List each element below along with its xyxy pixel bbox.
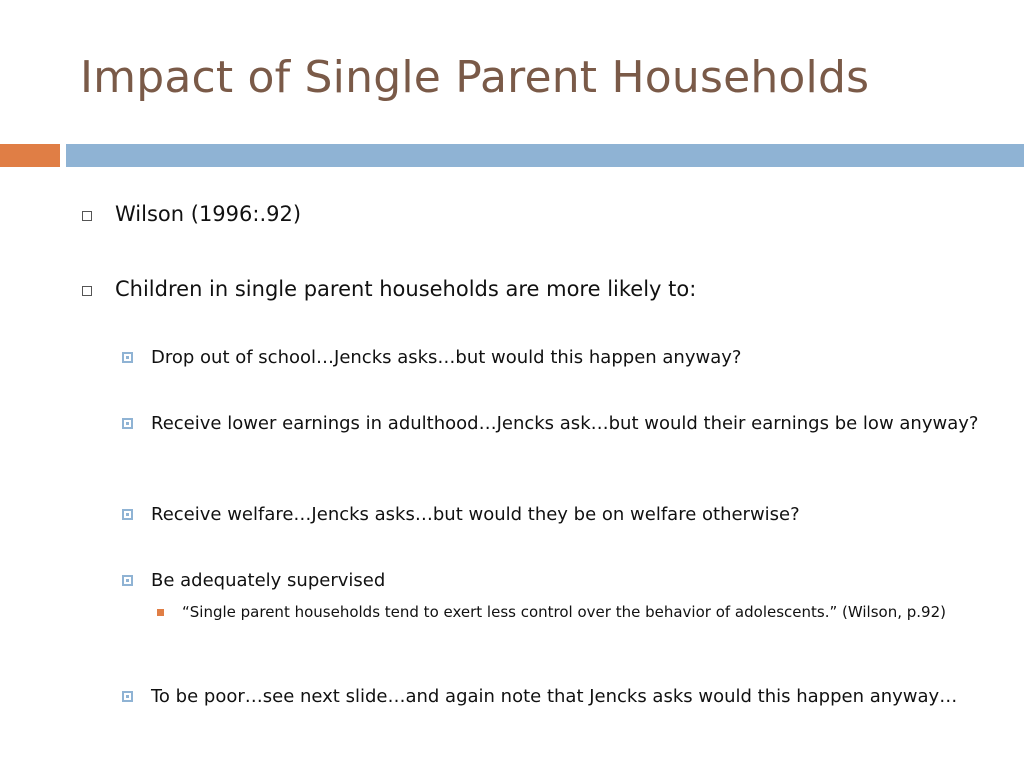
bullet-wilson-citation: Wilson (1996:.92) (115, 202, 302, 226)
bullet-supervised: Be adequately supervised (151, 570, 386, 591)
bullet-drop-out: Drop out of school…Jencks asks…but would this happen anyway? (151, 347, 742, 368)
bullet-poor: To be poor…see next slide…and again note that Jencks asks would this happen anyway… (151, 686, 958, 707)
square-bullet-icon (122, 352, 133, 363)
filled-square-bullet-icon (157, 609, 164, 616)
square-bullet-icon (122, 418, 133, 429)
bullet-wilson-quote: “Single parent households tend to exert less control over the behavior of adolescents.” (Wilson, p.92) (182, 603, 946, 621)
bullet-welfare: Receive welfare…Jencks asks…but would they be on welfare otherwise? (151, 504, 800, 525)
slide-title: Impact of Single Parent Households (80, 52, 870, 103)
hollow-square-bullet-icon (82, 211, 92, 221)
hollow-square-bullet-icon (82, 286, 92, 296)
square-bullet-icon (122, 575, 133, 586)
bullet-lower-earnings: Receive lower earnings in adulthood…Jencks ask…but would their earnings be low anyway? (151, 413, 979, 434)
square-bullet-icon (122, 509, 133, 520)
bullet-children-intro: Children in single parent households are more likely to: (115, 277, 697, 301)
square-bullet-icon (122, 691, 133, 702)
